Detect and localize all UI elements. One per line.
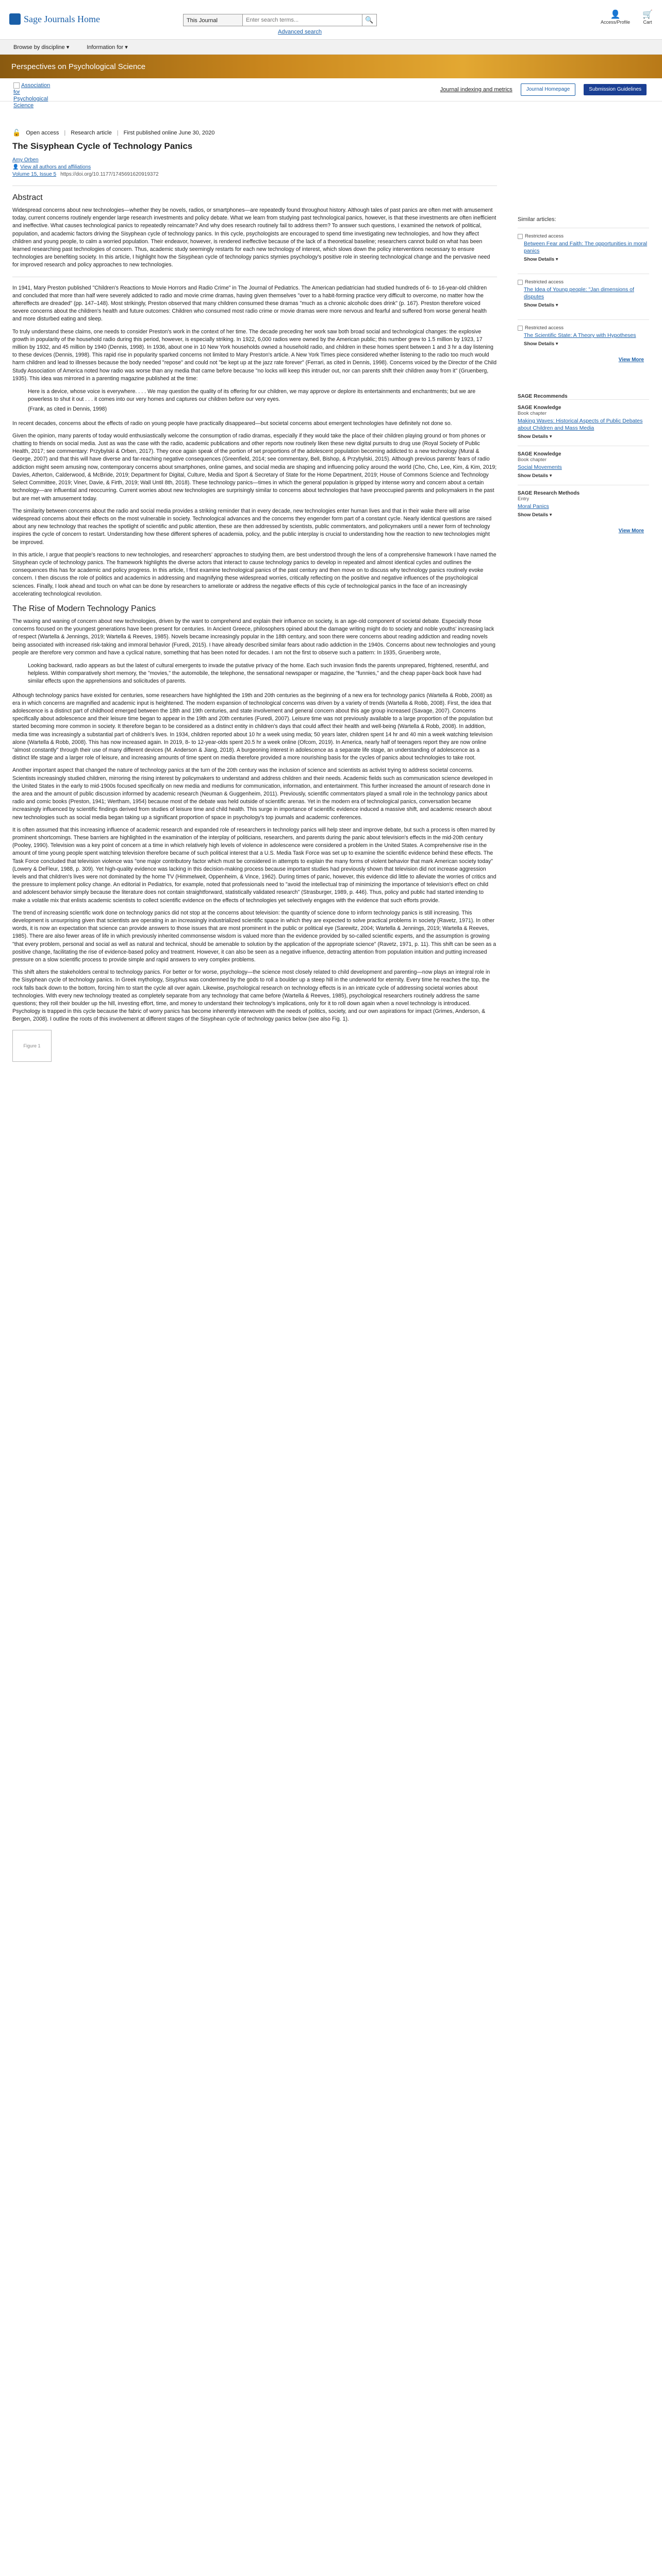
view-more-link[interactable]: View More xyxy=(618,357,644,363)
recommended-heading: SAGE Recommends xyxy=(518,394,568,399)
recommended-type: Book chapter xyxy=(518,457,547,463)
show-details-label: Show Details xyxy=(518,434,549,439)
information-for-label: Information for xyxy=(87,44,124,50)
chevron-down-icon: ▾ xyxy=(555,302,558,308)
view-more-link[interactable]: View More xyxy=(618,528,644,534)
browse-discipline-label: Browse by discipline xyxy=(13,44,65,50)
recommended-type: Book chapter xyxy=(518,411,547,416)
abstract-text: Widespread concerns about new technologies—whether they be novels, radios, or smartphones—are repeatedly found throughout history. Although tales of past panics are often met with amusement today, current concerns routinely engender large research investments and policy debate. What we learn from studying past technological panics, however, is that these investments are often inefficient and ineffective. What causes technological panics to repeatedly reincarnate? And why does research routinely fail to address them? To answer such questions, I examined the network of political, population, and academic factors driving the Sisyphean cycle of technology panics. In this cycle, psychologists are encouraged to spend time investigating new technologies, and how they affect children and young people, to calm a worried population. Their endeavor, however, is rendered ineffective because of the lack of a theoretical baseline; researchers cannot build on what has been learned researching past technologies of concern. Thus, academic study seemingly restarts for each new technology of interest, which slows down the policy interventions necessary to ensure technologies are benefiting society. In this article, I highlight how the Sisyphean cycle of technology panics stymies psychology's positive role in steering technological change and the pervasive need for improved research and policy approaches to new technologies. xyxy=(12,207,496,268)
lock-icon xyxy=(518,326,523,331)
journal-banner xyxy=(0,55,662,78)
access-label: Open access xyxy=(26,130,59,136)
show-details-toggle[interactable] xyxy=(518,434,649,439)
body-paragraph: In recent decades, concerns about the effects of radio on young people have practically disappeared—but societal concerns about emergent technologies have definitely not done so. xyxy=(12,420,452,427)
cart-button[interactable] xyxy=(642,10,653,25)
recommended-type: Entry xyxy=(518,496,529,502)
show-details-label: Show Details xyxy=(524,302,555,308)
similar-article-item xyxy=(518,319,649,353)
show-details-toggle[interactable] xyxy=(524,341,649,347)
chevron-down-icon: ▾ xyxy=(549,434,552,439)
view-authors-line xyxy=(12,164,497,171)
journal-title[interactable]: Perspectives on Psychological Science xyxy=(11,62,146,71)
magnifier-icon: 🔍 xyxy=(365,16,374,24)
body-paragraph: Although technology panics have existed for centuries, some researchers have highlighted the 19th and 20th centuries as the beginning of a new era for technology panics (Wartella & Robb, 2008) as era in which concerns are magnified and academic input is heightened. The modern expansion of technological concerns was driven by a variety of trends (Wartella & Robb, 2008). First, the idea that adolescence is a distinct part of childhood emerged between the 18th and 19th centuries, and state involvement and general concern about this age group increased (Savage, 2007). Concerns specifically about adolescence and their leisure time began to appear in the 19th and 20th centuries (Furedi, 2007). Leisure time was not previously available to a large proportion of the population but started becoming more common in society. It therefore began to be considered as a distinct entity in children's days that could affect their health and well-being (Wartella & Robb, 2008). In addition, media time was increasingly a substantial part of children's lives. In 1934, children reported about 10 hr a week using media; 50 years later, children spent 14 hr and 40 min a week watching television alone (Wartella & Robb, 2008). This has now increased again. In 2019, 8- to 12-year-olds spent 20.5 hr a week online (Ofcom, 2019). In America, nearly half of teenagers report they are now online "almost constantly" through their use of many different devices (M. Anderson & Jiang, 2018). A burgeoning interest in adolescence as a separate life stage, an understanding of adolescence as a distinct life stage and a larger role of leisure, and increasing amounts of time spent on media therefore provided a more nourishing basis for the cycles of panics about technologies to take root. xyxy=(12,692,493,761)
search-input[interactable] xyxy=(243,14,362,26)
published-date: First published online June 30, 2020 xyxy=(123,130,215,136)
figure-thumbnail[interactable] xyxy=(12,1030,52,1062)
lock-icon xyxy=(518,234,523,239)
meta-separator: | xyxy=(64,130,66,136)
search-bar xyxy=(183,14,377,26)
doi-link[interactable]: https://doi.org/10.1177/1745691620919372 xyxy=(60,172,159,177)
body-paragraph: In this article, I argue that people's reactions to new technologies, and researchers' approaches to studying them, are best understood through the lens of a comprehensive framework I have named the Sisyphean cycle of technology panics. The framework highlights the diverse actors that interact to cause technology panics to develop in repeated and almost identical cycles and outlines the consequences this has for academic and policy progress. In this article, I first examine technological panics of the past century and then move on to discuss why technology panics routinely evoke concern. I then discuss the role of politics and academics in addressing and magnifying these widespread worries, critically reflecting on the positive and negative influences of the psychological sciences. Finally, I look ahead and touch on what can be done by researchers to ameliorate or address the negative effects of this cycle of technological panics in the face of an increasingly accelerating technological revolution. xyxy=(12,551,496,597)
article-type: Research article xyxy=(71,130,112,136)
user-icon: 👤 xyxy=(610,10,621,19)
similar-article-link[interactable]: Between Fear and Faith: The opportunities in moral panics xyxy=(524,241,648,254)
section-heading: The Rise of Modern Technology Panics xyxy=(12,604,156,613)
chevron-down-icon: ▾ xyxy=(555,341,558,347)
volume-line xyxy=(12,171,497,178)
access-status xyxy=(518,325,649,331)
information-for-menu[interactable]: Information for ▾ xyxy=(87,44,128,50)
similar-article-item xyxy=(518,228,649,268)
body-paragraph: The waxing and waning of concern about new technologies, driven by the want to comprehend and explain their influence on society, is an age-old component of societal debate. Especially those concerns focused on the youngest generations have been present for centuries. In Ancient Greece, philosophers opined about the damage writing might do to society and noble youths' increasing lack of respect (Wartella & Jennings, 2019; Wartella & Reeves, 1985). Novels became increasingly popular in the 18th century, and soon there were concerns about reading addiction and reading novels being associated with increased risk-taking and immoral behavior (Furedi, 2015). I have already described similar fears about radio addiction in the 1940s. Concerns about new technologies and young people are therefore very common and have a cyclical nature, something that has been noted for decades. I am not the first to observe such a pattern: In 1935, Gruenberg wrote, xyxy=(12,618,495,656)
cart-label: Cart xyxy=(643,20,652,25)
body-paragraph: Given the opinion, many parents of today would enthusiastically welcome the consumption of radio dramas, especially if they would take the place of their children playing ground or from phones or chatting to friends on social media. Just as was the case with the radio, academic publications and other reports now routinely liken these new digital pursuits to drug use (Royal Society of Public Health, 2017; see commentary: Przybylski & Orben, 2017). They once again speak of the portion of set proportions of the adolescent population becoming addicted to a new technology (Mural & George, 2007) and that this will have diverse and far-reaching negative consequences (Greenfield, 2014; see commentary, Bell, Bishop, & Przybylski, 2015). Although previous parents' fears of radio addiction might seem amusing now, contemporary concerns about smartphones, online games, and social media are shaping and influencing policy around the world (Cho, Cho, Lee, Kim, & Kim, 2019; Davies, Atherton, Calderwood, & McBride, 2019; Department for Digital, Culture, Media and Sport & Secretary of State for the Home Department, 2019; House of Commons Science and Technology Select Committee, 2019; Viner, Davie, & Firth, 2019; Wall Until 8th, 2018). These technology panics—times in which the general population is gripped by intense worry and concern about a certain technology—are influential and reoccurring. Current worries about new technologies are surprisingly similar to concerns about technologies that have preoccupied parents and policymakers in the past but are met with amusement today. xyxy=(12,432,497,502)
association-logo-text: Association for Psychological Science xyxy=(13,82,51,109)
quote-text: Looking backward, radio appears as but the latest of cultural emergents to invade the putative privacy of the home. Each such invasion finds the parents unprepared, frightened, resentful, and helpless. Within comparatively short memory, the "movies," the automobile, the telephone, the sensational newspaper or magazine, the "funnies," and the cheap paper-back book have had similar effects upon the apprehensions and solicitudes of parents. xyxy=(28,662,489,685)
author-link[interactable]: Amy Orben xyxy=(12,157,39,163)
site-logo[interactable] xyxy=(9,13,100,25)
recommended-source: SAGE Knowledge xyxy=(518,405,561,411)
browse-bar xyxy=(0,40,662,55)
browse-discipline-menu[interactable]: Browse by discipline ▾ xyxy=(13,44,70,50)
search-button[interactable] xyxy=(362,14,377,26)
article-body xyxy=(12,284,497,1062)
journal-subheader xyxy=(0,78,662,109)
similar-article-item xyxy=(518,274,649,314)
journal-homepage-button[interactable]: Journal Homepage xyxy=(521,83,576,96)
body-paragraph: The trend of increasing scientific work done on technology panics did not stop at the concerns about television: the quantity of science done to inform technology panics is still increasing. This development is unsurprising given that scientists are operating in an increasingly industrialized scientific space in which they are expected to solve practical problems in society (Ravetz, 1971). In other words, it is now an expectation that science can provide answers to those issues that are most prominent in the public or political eye (Sarewitz, 2004; Wartella & Jennings, 2019; Wartella & Reeves, 1985). There are also fewer areas of life in which previously inherited commonsense wisdom is valued more than the evidence provided by so-called scientific experts, and the assumption is growing "that every problem, personal and social as well as natural and technical, should be amenable to solution by the application of the appropriate science" (Ravetz, 1971, p. 11). This shift can be seen as a positive change, facilitating the rise of evidence-based policy and treatment. However, it can also be seen as a negative influence, detracting attention from population intuition and putting increased pressure on a slow scientific process to provide simple and rapid answers to very complex problems. xyxy=(12,909,496,963)
journal-indexing-link[interactable]: Journal indexing and metrics xyxy=(440,87,512,93)
journal-links xyxy=(440,83,647,96)
divider xyxy=(12,185,497,186)
body-paragraph: It is often assumed that this increasing influence of academic research and expanded role of researchers in technology panics will help steer and improve debate, but such a process is often marred by prominent shortcomings. These barriers are highlighted in the examination of the interplay of politicians, researchers, and parents during the panic about television's effects in the mid-20th century (Pooley, 1990). Television was a key point of concern at a time in which relatively high levels of violence in adolescence were considered a problem in the United States. A comprehensive rise in the amount of time young people spent watching television therefore became of such political interest that a U.S. Media Task Force was set up to examine the scientific evidence behind these effects. The Task Force concluded that television violence was "one major contributory factor which must be considered in attempts to explain the many forms of violent behavior that mark American society today" (Lowery & DeFleur, 1988, p. 309). Yet high-quality evidence was lacking in this decision-making process because important studies had previously shown that television did not increase aggression levels and that children's lives were not dominated by the home TV (Himmelweit, Oppenheim, & Vince, 1962). During times of panic, however, this evidence did little to alleviate the worries of critics and the pressure to implement policy change. An editorial in Pediatrics, for example, noted that professionals need to "avoid the intellectual trap of minimizing the importance of television's effect on child and adolescent behavior simply because the literature does not contain straightforward, statistically validated research" (Strasburger, 1989, p. 446). Thus, policy and public had started intending to make a volatile mix that enlists academic scientists to collect scientific evidence on the effects of technologies yet selectively engages with the evidence that such efforts provide. xyxy=(12,826,496,904)
block-quote xyxy=(28,662,497,686)
similar-article-link[interactable]: The Idea of Young people: "Jan dimensions of disputes xyxy=(524,286,634,300)
similar-articles-title: Similar articles: xyxy=(518,216,556,223)
article-meta xyxy=(12,129,497,137)
show-details-toggle[interactable] xyxy=(524,302,649,308)
show-details-toggle[interactable] xyxy=(518,473,649,479)
recommended-item xyxy=(518,446,649,485)
person-icon: 👤 xyxy=(12,164,19,170)
similar-article-link[interactable]: The Scientific State: A Theory with Hypotheses xyxy=(524,332,636,338)
article-title: The Sisyphean Cycle of Technology Panics xyxy=(12,141,193,151)
access-label: Restricted access xyxy=(525,279,564,285)
recommended-source: SAGE Research Methods xyxy=(518,490,580,496)
block-quote xyxy=(28,388,497,414)
chevron-down-icon: ▾ xyxy=(549,512,552,518)
access-label: Restricted access xyxy=(525,325,564,331)
cart-icon: 🛒 xyxy=(642,10,653,19)
recommended-link[interactable]: Making Waves: Historical Aspects of Public Debates about Children and Mass Media xyxy=(518,418,643,431)
body-paragraph: This shift alters the stakeholders central to technology panics. For better or for worse, psychology—the science most closely related to child development and parenting—now plays an integral role in the Sisyphean cycle of technology panics. In Greek mythology, Sisyphus was condemned by the gods to roll a boulder up a steep hill in the underworld for eternity. Every time he reaches the top, the rock falls back down to the bottom, forcing him to start the cycle all over again. Likewise, psychological research on technology effects is in an intricate cycle of addressing societal worries about technologies. With every new technology treated as completely separate from any technology that came before (Wartella & Reeves, 1985), psychological researchers routinely address the same questions; they roll their boulder up the hill, investing effort, time, and money to understand their technology's implications, only for it to roll down again when a novel technology is introduced. Psychology is trapped in this cycle because the fabric of worry panics has become inherently interwoven with the needs of politics, society, and our own aspirations for impact (Grimes, Anderson, & Bergen, 2008). I outline the roots of this involvement at different stages of the Sisyphean cycle of technology panics below (see also Fig. 1). xyxy=(12,969,490,1023)
article-main xyxy=(12,129,497,1062)
body-paragraph: Another important aspect that changed the nature of technology panics at the turn of the 20th century was the inclusion of science and scientists as activist trying to address societal concerns. Scientists increasingly studied children, mirroring the rising interest by policymakers to understand and address children and their needs. Academic fields such as communication science developed in the United States in the early to mid-1900s focused specifically on new media and mediums for communication, information, and entertainment. This further increased the amount of research done in the area and the amount of public discussion informed by academic research (Neuman & Guggenheim, 2011). Previously, scientific commentators played a small role in the technology panics about radio and comic books (Preston, 1941; Wertham, 1954) because most of the debate was held outside of scientific arenas. Yet in the modern era of technological panics, conversation became increasingly influenced by scientific findings derived from studies of leisure time and child health. This surge in importance of scientific evidence induced a massive shift, and academic research about new technologies such as social media began taking up a significant proportion of space in psychology's top journals and academic conferences. xyxy=(12,767,493,821)
body-paragraph: In 1941, Mary Preston published "Children's Reactions to Movie Horrors and Radio Crime" in The Journal of Pediatrics. The American pediatrician had studied hundreds of 6- to 16-year-old children and concluded that more than half were severely addicted to radio and movie crime dramas, having given themselves "over to a habit-forming practice very difficult to overcome, no matter how the aftereffects are dreaded" (pp. 147–148). Most strikingly, Preston observed that many children consumed these dramas "much as a chronic alcoholic does drink" (p. 167). Preston therefore voiced severe concerns about the children's health and future outcomes: Children who consumed most radio crime or movie dramas were more nervous and fearful and suffered from worse general health and more disturbed eating and sleep. xyxy=(12,284,487,323)
chevron-down-icon: ▾ xyxy=(555,257,558,262)
access-profile-label: Access/Profile xyxy=(601,20,631,25)
body-paragraph: The similarity between concerns about the radio and social media provides a striking reminder that in every decade, new technologies enter human lives and that in their wake there will arise widespread concerns about their effects on the most vulnerable in society. Technological advances and the concerns they engender form part of a constant cycle. Nearly identical questions are raised about any new technology that reaches the spotlight of scientific and public attention, these are then addressed by scientists, public commentators, and policymakers until a newer form of technology inspires the cycle of concern to restart. Understanding how these different spheres of academia, policy, and the public interplay is crucial to understanding how the reaction to new technologies might be improved. xyxy=(12,507,492,546)
advanced-search-link[interactable]: Advanced search xyxy=(278,29,322,35)
access-status xyxy=(518,233,649,239)
search-scope-select[interactable]: This Journal xyxy=(183,14,243,26)
show-details-label: Show Details xyxy=(524,341,555,347)
show-details-label: Show Details xyxy=(524,257,555,262)
access-profile-button[interactable] xyxy=(601,10,630,25)
recommended-link[interactable]: Social Movements xyxy=(518,464,562,470)
abstract-section xyxy=(12,193,497,269)
meta-separator: | xyxy=(117,130,119,136)
quote-citation: (Frank, as cited in Dennis, 1998) xyxy=(28,406,107,413)
show-details-label: Show Details xyxy=(518,512,549,518)
lock-icon xyxy=(518,280,523,285)
show-details-toggle[interactable] xyxy=(518,512,649,518)
top-actions xyxy=(601,10,653,25)
recommended-link[interactable]: Moral Panics xyxy=(518,503,549,510)
sidebar xyxy=(518,216,649,534)
view-all-authors-link[interactable]: View all authors and affiliations xyxy=(20,164,91,170)
abstract-heading: Abstract xyxy=(12,193,43,202)
open-access-icon: 🔓 xyxy=(12,129,21,137)
recommended-item xyxy=(518,399,649,446)
chevron-down-icon: ▾ xyxy=(549,473,552,479)
recommended-item xyxy=(518,485,649,524)
show-details-toggle[interactable] xyxy=(524,257,649,262)
figure-label: Figure 1 xyxy=(23,1043,41,1048)
show-details-label: Show Details xyxy=(518,473,549,479)
logo-text: Sage Journals Home xyxy=(24,13,100,24)
access-label: Restricted access xyxy=(525,233,564,239)
body-paragraph: To truly understand these claims, one needs to consider Preston's work in the context of her time. The decade preceding her work saw both broad social and technological changes: the explosive growth in popularity of the household radio during this period, however, is especially striking. In 1922, 6,000 radios were owned by the American public; this number grew to 1.5 million by 1923, 17 million by 1932, and 45 million by 1940 (Dennis, 1998). In 1936, about one in 10 New York households owned a household radio, and children in these homes spent between 1 and 3 hr a day listening to these devices (Dennis, 1998). This rapid rise in popularity sparked concerns not limited to Mary Preston's article. A New York Times piece considered whether listening to the radio too much would harm children and lead to illnesses because the body needed "repose" and could not "be kept up at the jazz rate forever" (Ferrari, as cited in Dennis, 1998). Concerns voiced by the Director of the Child Study Association of America noted how radio was worse than any media that came before because "no locks will keep this intruder out, nor can parents shift their children away from it" (Gruenberg, 1935). This idea was mirrored in a parenting magazine published at the time: xyxy=(12,328,496,382)
volume-issue-link[interactable]: Volume 15, Issue 5 xyxy=(12,172,57,177)
association-logo[interactable] xyxy=(13,82,55,109)
authors-line xyxy=(12,157,497,164)
site-header xyxy=(0,0,662,40)
broken-image-icon xyxy=(13,82,20,89)
recommended-source: SAGE Knowledge xyxy=(518,451,561,457)
submission-guidelines-button[interactable]: Submission Guidelines xyxy=(584,84,647,95)
access-status xyxy=(518,279,649,285)
quote-text: Here is a device, whose voice is everywhere. . . . We may question the quality of its offering for our children, we may approve or deplore its entertainments and enchantments; but we are powerless to shut it out . . . it comes into our very homes and captures our children before our very eyes. xyxy=(28,388,476,403)
sage-logo-icon xyxy=(9,13,21,25)
